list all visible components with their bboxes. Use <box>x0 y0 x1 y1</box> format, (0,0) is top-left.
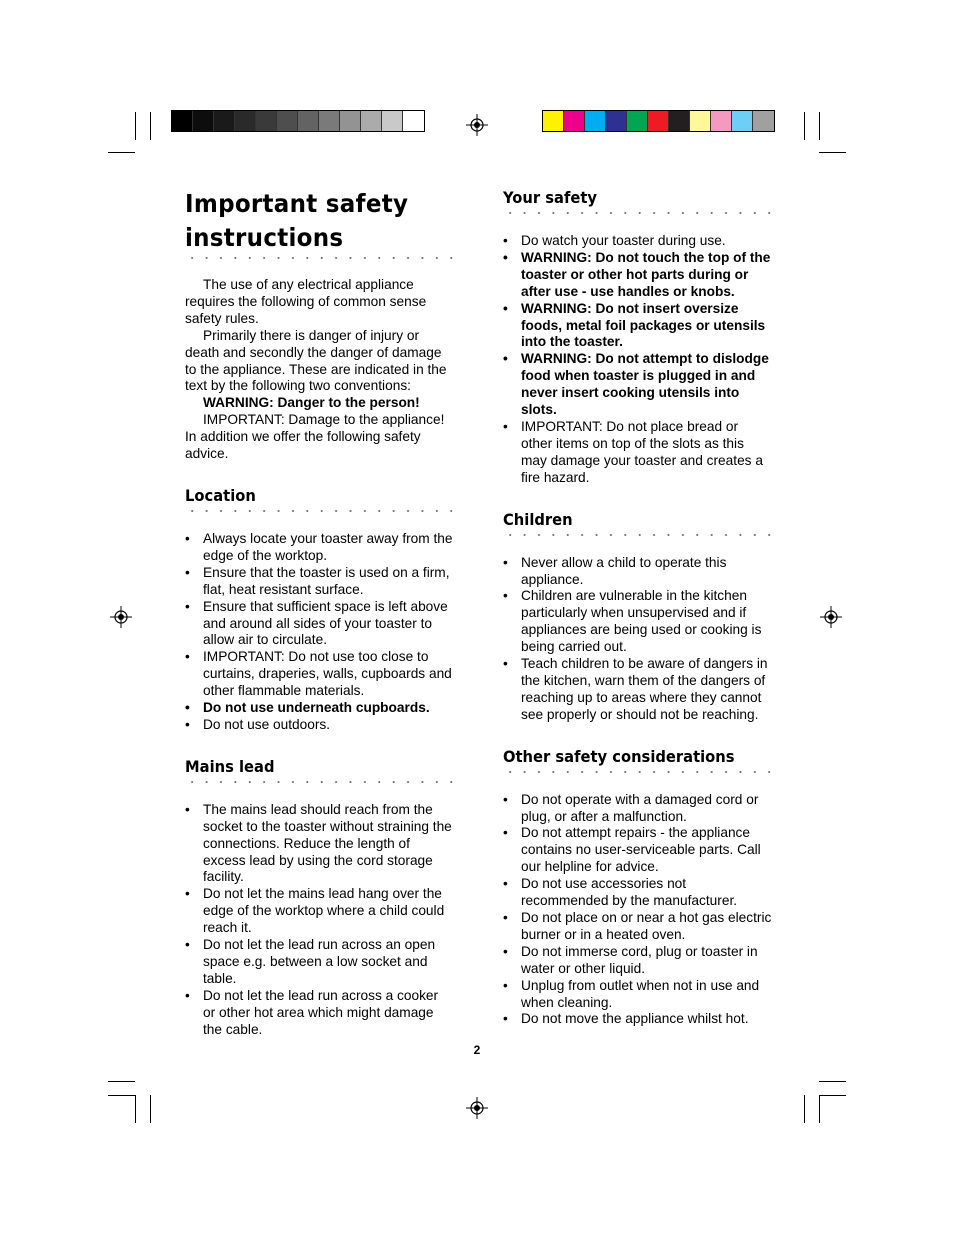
intro-section <box>185 277 453 463</box>
list-item: • Do not operate with a damaged cord or plug, or after a malfunction. <box>503 792 773 826</box>
color-swatch <box>172 111 193 131</box>
color-swatch <box>564 111 585 131</box>
list-item: • Do not let the mains lead hang over the edge of the worktop where a child could reach it. <box>185 886 453 937</box>
color-swatch <box>382 111 403 131</box>
process-color-bar <box>542 110 775 132</box>
color-swatch <box>732 111 753 131</box>
important-convention: IMPORTANT: Damage to the appliance! In addition we offer the following safety advice. <box>185 412 445 462</box>
color-swatch <box>403 111 424 131</box>
location-list <box>185 531 453 734</box>
color-swatch <box>319 111 340 131</box>
page-title-line-2: instructions <box>185 223 344 252</box>
list-item: • Do not immerse cord, plug or toaster in water or other liquid. <box>503 944 773 978</box>
list-item: • WARNING: Do not attempt to dislodge food when toaster is plugged in and never insert cooking utensils into slots. <box>503 351 773 419</box>
list-item: • Never allow a child to operate this appliance. <box>503 555 773 589</box>
location-heading: Location <box>185 485 256 505</box>
mains-lead-list <box>185 802 453 1039</box>
list-item: • Do not use accessories not recommended by the manufacturer. <box>503 876 773 910</box>
page-number: 2 <box>473 1043 481 1057</box>
color-swatch <box>277 111 298 131</box>
page-title-line-1: Important safety <box>185 189 409 218</box>
color-swatch <box>648 111 669 131</box>
color-swatch <box>690 111 711 131</box>
location-section <box>185 486 453 734</box>
list-item: • WARNING: Do not insert oversize foods, metal foil packages or utensils into the toaster. <box>503 301 773 352</box>
list-item: • IMPORTANT: Do not use too close to curtains, draperies, walls, cupboards and other flammable materials. <box>185 649 453 700</box>
color-swatch <box>753 111 774 131</box>
other-safety-list <box>503 792 773 1029</box>
dotted-divider <box>185 255 453 261</box>
color-swatch <box>193 111 214 131</box>
list-item: • Ensure that the toaster is used on a firm, flat, heat resistant surface. <box>185 565 453 599</box>
registration-mark-icon <box>466 114 488 136</box>
list-item: • The mains lead should reach from the socket to the toaster without straining the connections. Reduce the length of excess lead by using the cord storage facility. <box>185 802 453 887</box>
color-swatch <box>627 111 648 131</box>
list-item: • IMPORTANT: Do not place bread or other items on top of the slots as this may damage your toaster and creates a fire hazard. <box>503 419 773 487</box>
list-item: • WARNING: Do not touch the top of the toaster or other hot parts during or after use - use handles or knobs. <box>503 250 773 301</box>
color-swatch <box>711 111 732 131</box>
children-list <box>503 555 773 724</box>
color-swatch <box>298 111 319 131</box>
list-item: • Do not place on or near a hot gas electric burner or in a heated oven. <box>503 910 773 944</box>
children-heading: Children <box>503 509 573 529</box>
list-item: • Do not use underneath cupboards. <box>185 700 453 717</box>
intro-paragraph-1: The use of any electrical appliance requires the following of common sense safety rules. <box>185 277 427 326</box>
list-item: • Do watch your toaster during use. <box>503 233 773 250</box>
intro-paragraph-2: Primarily there is danger of injury or death and secondly the danger of damage to the appliance. These are indicated in the text by the following two conventions: <box>185 327 447 394</box>
color-swatch <box>340 111 361 131</box>
page-title <box>185 187 432 255</box>
color-swatch <box>585 111 606 131</box>
list-item: • Do not let the lead run across an open space e.g. between a low socket and table. <box>185 937 453 988</box>
other-safety-heading: Other safety considerations <box>503 746 735 766</box>
list-item: • Teach children to be aware of dangers in the kitchen, warn them of the dangers of reaching up to areas where they cannot see properly or should not be reaching. <box>503 656 773 724</box>
dotted-divider <box>185 508 453 514</box>
list-item: • Ensure that sufficient space is left above and around all sides of your toaster to allow air to circulate. <box>185 599 453 650</box>
dotted-divider <box>503 769 773 775</box>
mains-lead-heading: Mains lead <box>185 756 275 776</box>
dotted-divider <box>185 779 453 785</box>
color-swatch <box>606 111 627 131</box>
color-swatch <box>235 111 256 131</box>
color-swatch <box>543 111 564 131</box>
list-item: • Children are vulnerable in the kitchen particularly when unsupervised and if appliances are being used or cooking is being carried out. <box>503 588 773 656</box>
list-item: • Do not use outdoors. <box>185 717 453 734</box>
list-item: • Do not attempt repairs - the appliance contains no user-serviceable parts. Call our helpline for advice. <box>503 825 773 876</box>
color-swatch <box>214 111 235 131</box>
your-safety-list <box>503 233 773 487</box>
dotted-divider <box>503 532 773 538</box>
your-safety-heading: Your safety <box>503 188 597 207</box>
right-column <box>503 188 773 1028</box>
left-column <box>185 180 453 1039</box>
other-safety-section <box>503 747 773 1029</box>
color-swatch <box>361 111 382 131</box>
list-item: • Do not let the lead run across a cooker or other hot area which might damage the cable. <box>185 988 453 1039</box>
list-item: • Always locate your toaster away from the edge of the worktop. <box>185 531 453 565</box>
registration-mark-icon <box>110 606 132 628</box>
children-section <box>503 510 773 724</box>
color-swatch <box>669 111 690 131</box>
your-safety-section <box>503 188 773 487</box>
list-item: • Unplug from outlet when not in use and when cleaning. <box>503 978 773 1012</box>
list-item: • Do not move the appliance whilst hot. <box>503 1011 773 1028</box>
registration-mark-icon <box>466 1097 488 1119</box>
mains-lead-section <box>185 757 453 1039</box>
grayscale-color-bar <box>171 110 425 132</box>
registration-mark-icon <box>820 606 842 628</box>
color-swatch <box>256 111 277 131</box>
dotted-divider <box>503 210 773 216</box>
warning-convention: WARNING: Danger to the person! <box>203 395 420 411</box>
